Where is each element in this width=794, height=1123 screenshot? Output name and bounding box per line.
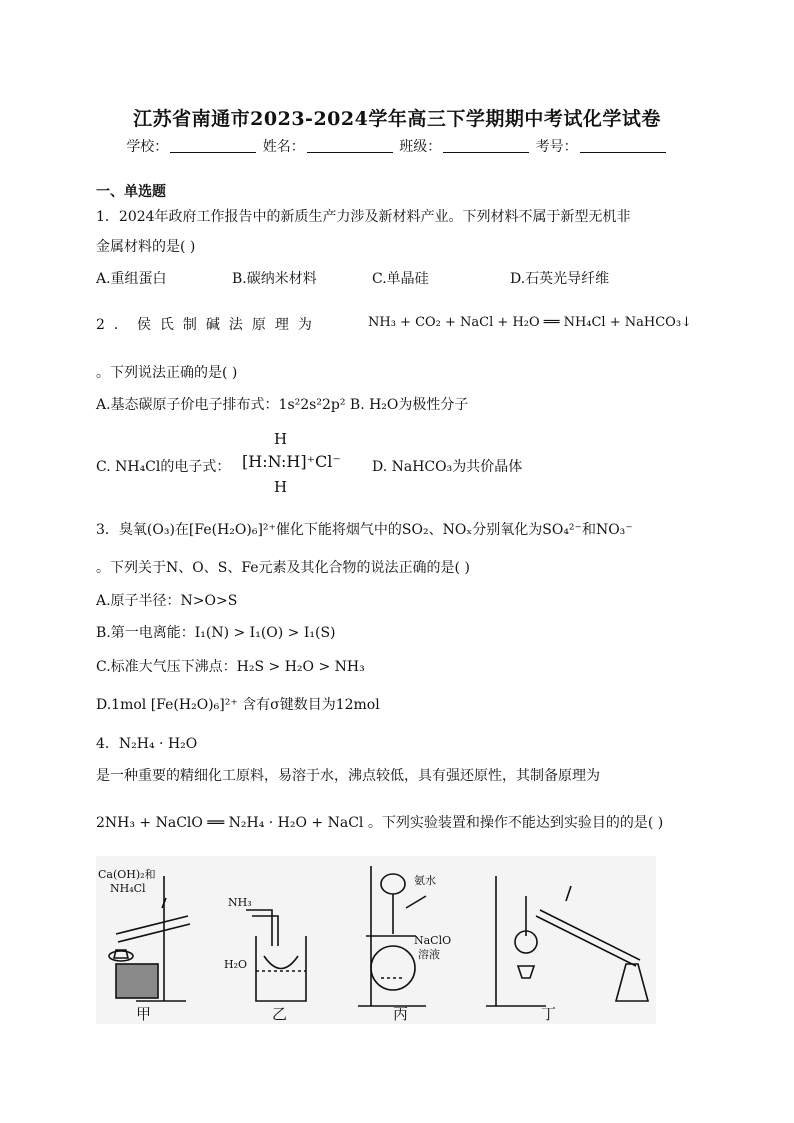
number-blank[interactable] <box>580 140 666 153</box>
q3-stem-line2: 。下列关于N、O、S、Fe元素及其化合物的说法正确的是( ) <box>96 560 470 576</box>
label-ding: 丁 <box>541 1005 557 1023</box>
reagent-jia-label: Ca(OH)₂和 <box>98 868 156 881</box>
q1-option-d: D.石英光导纤维 <box>510 271 610 287</box>
q3-option-a: A.原子半径：N>O>S <box>96 593 238 609</box>
q2-stem: 2．侯氏制碱法原理为 <box>96 317 321 333</box>
class-label: 班级： <box>399 139 442 155</box>
q1-stem-line1: 1．2024年政府工作报告中的新质生产力涉及新材料产业。下列材料不属于新型无机非 <box>96 209 631 225</box>
label-yi: 乙 <box>272 1005 288 1023</box>
reagent-yi-gas: NH₃ <box>228 896 252 909</box>
reagent-jia-label2: NH₄Cl <box>110 882 146 895</box>
name-blank[interactable] <box>307 140 393 153</box>
number-label: 考号： <box>535 139 578 155</box>
q3-option-b: B.第一电离能：I₁(N) > I₁(O) > I₁(S) <box>96 625 336 641</box>
q4-stem-line2: 是一种重要的精细化工原料，易溶于水，沸点较低，具有强还原性，其制备原理为 <box>96 768 600 784</box>
q2-option-a: A.基态碳原子价电子排布式：1s²2s²2p² <box>96 397 346 413</box>
q2-option-a-b <box>96 394 468 414</box>
q1-option-b: B.碳纳米材料 <box>232 271 317 287</box>
school-label: 学校： <box>126 139 169 155</box>
q1-stem-line2: 金属材料的是( ) <box>96 239 196 255</box>
q4-stem-line3: 2NH₃ + NaClO ══ N₂H₄ · H₂O + NaCl 。下列实验装置和操作不能达到实验目的的是( ) <box>96 815 664 831</box>
reagent-bing-sol: NaClO <box>414 934 452 947</box>
q2-option-c-label: C. NH₄Cl的电子式： <box>96 459 231 475</box>
school-blank[interactable] <box>170 140 256 153</box>
reagent-bing-top: 氨水 <box>414 874 436 887</box>
apparatus-figure <box>96 856 656 1024</box>
class-blank[interactable] <box>443 140 529 153</box>
q1-option-a: A.重组蛋白 <box>96 271 167 287</box>
reagent-yi-water: H₂O <box>224 958 248 971</box>
electron-formula <box>242 430 362 498</box>
q3-stem-line1: 3．臭氧(O₃)在[Fe(H₂O)₆]²⁺催化下能将烟气中的SO₂、NOₓ分别氧化为SO₄²⁻和NO₃⁻ <box>96 522 633 538</box>
page-title: 江苏省南通市2023-2024学年高三下学期期中考试化学试卷 <box>133 108 661 130</box>
q3-option-d: D.1mol [Fe(H₂O)₆]²⁺ 含有σ键数目为12mol <box>96 697 380 713</box>
q2-option-b: B. H₂O为极性分子 <box>349 397 469 413</box>
q2-option-d: D. NaHCO₃为共价晶体 <box>372 459 523 475</box>
student-info-line <box>0 136 794 156</box>
electron-formula-main: [H:N:H]⁺Cl⁻ <box>242 452 341 471</box>
label-bing: 丙 <box>393 1005 409 1023</box>
electron-formula-top-h: H <box>274 430 288 448</box>
q2-stem-line2: 。下列说法正确的是( ) <box>96 365 238 381</box>
q3-option-c: C.标准大气压下沸点：H₂S > H₂O > NH₃ <box>96 659 365 675</box>
reagent-bing-sol2: 溶液 <box>418 948 440 961</box>
q1-option-c: C.单晶硅 <box>372 271 429 287</box>
section-heading: 一、单选题 <box>96 184 166 200</box>
q2-equation: NH₃ + CO₂ + NaCl + H₂O ══ NH₄Cl + NaHCO₃↓ <box>368 315 692 330</box>
electron-formula-bottom-h: H <box>274 478 288 496</box>
figure-background <box>96 856 656 1024</box>
label-jia: 甲 <box>136 1005 152 1023</box>
q4-stem-line1: 4．N₂H₄ · H₂O <box>96 736 198 752</box>
q1-options <box>96 268 609 288</box>
name-label: 姓名： <box>262 139 305 155</box>
